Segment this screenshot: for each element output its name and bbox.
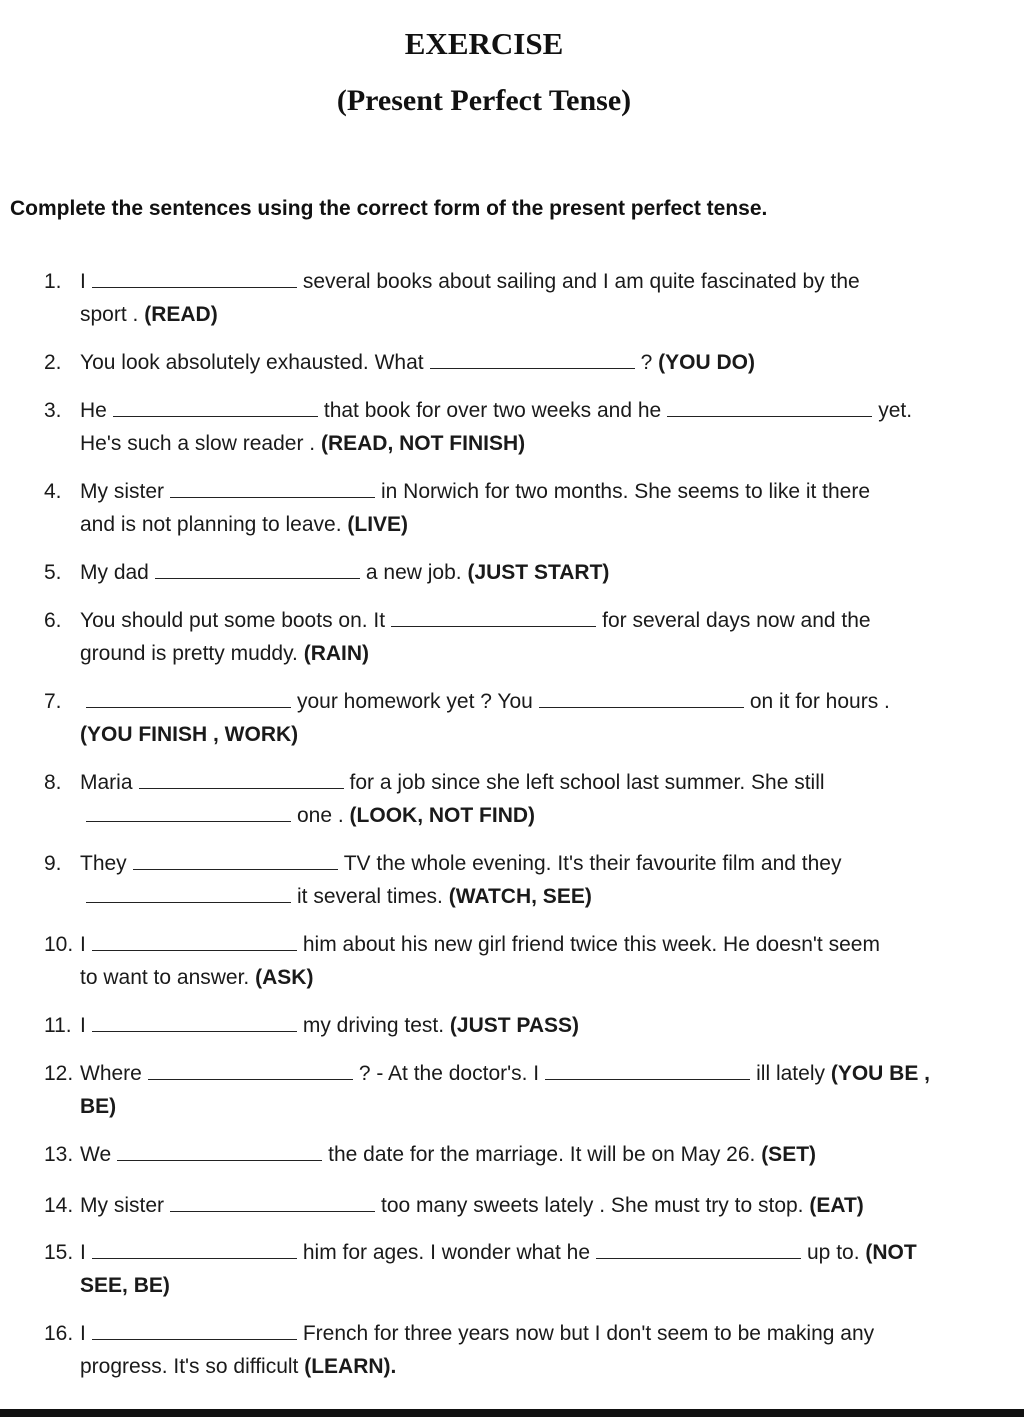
sentence-text: I xyxy=(80,933,86,956)
answer-blank[interactable] xyxy=(148,1059,353,1080)
sentence-text: up to. xyxy=(807,1241,866,1264)
sentence-text: I xyxy=(80,270,86,293)
sentence-text: and is not planning to leave. xyxy=(80,513,348,536)
sentence-text: My sister xyxy=(80,480,164,503)
sentence-text: too many sweets lately . She must try to stop. xyxy=(381,1194,810,1217)
verb-hint: BE) xyxy=(80,1095,117,1118)
sentence-text: I xyxy=(80,1322,86,1345)
item-line-2 xyxy=(80,1090,116,1123)
verb-hint: (LEARN). xyxy=(304,1355,397,1378)
item-line-1 xyxy=(80,1236,917,1269)
answer-blank[interactable] xyxy=(596,1238,801,1259)
answer-blank[interactable] xyxy=(92,930,297,951)
item-line-2 xyxy=(80,799,535,832)
item-number: 8. xyxy=(44,771,62,794)
verb-hint: (READ, NOT FINISH) xyxy=(320,432,526,455)
sentence-text: yet. xyxy=(878,399,913,422)
item-line-1 xyxy=(80,394,912,427)
item-line-1 xyxy=(80,847,841,880)
item-line-2 xyxy=(80,508,408,541)
answer-blank[interactable] xyxy=(92,267,297,288)
sentence-text: a new job. xyxy=(365,561,468,584)
sentence-text: your homework yet ? You xyxy=(297,690,533,713)
item-line-2 xyxy=(80,718,298,751)
exercise-title: EXERCISE xyxy=(404,26,564,61)
sentence-text: sport . xyxy=(80,303,145,326)
item-line-1 xyxy=(80,346,755,379)
verb-hint: (EAT) xyxy=(809,1194,864,1217)
item-line-2 xyxy=(80,637,369,670)
verb-hint: (LOOK, NOT FIND) xyxy=(349,804,536,827)
item-line-1 xyxy=(80,1057,930,1090)
sentence-text: ill lately xyxy=(756,1062,831,1085)
sentence-text: ? xyxy=(640,351,659,374)
sentence-text: ground is pretty muddy. xyxy=(80,642,304,665)
sentence-text: it several times. xyxy=(297,885,449,908)
answer-blank[interactable] xyxy=(133,849,338,870)
answer-blank[interactable] xyxy=(86,801,291,822)
answer-blank[interactable] xyxy=(86,687,291,708)
sentence-text: to want to answer. xyxy=(80,966,256,989)
item-line-1 xyxy=(80,1317,874,1350)
sentence-text: My dad xyxy=(80,561,149,584)
sentence-text: on it for hours . xyxy=(749,690,890,713)
item-number: 6. xyxy=(44,609,62,632)
item-number: 14. xyxy=(44,1194,74,1217)
sentence-text: TV the whole evening. It's their favourite film and they xyxy=(343,852,842,875)
sentence-text: We xyxy=(80,1143,112,1166)
answer-blank[interactable] xyxy=(117,1140,322,1161)
sentence-text: him for ages. I wonder what he xyxy=(302,1241,590,1264)
sentence-text: Where xyxy=(80,1062,142,1085)
item-number: 2. xyxy=(44,351,62,374)
sentence-text: ? - At the doctor's. I xyxy=(358,1062,540,1085)
answer-blank[interactable] xyxy=(92,1011,297,1032)
item-number: 11. xyxy=(44,1014,72,1037)
sentence-text: in Norwich for two months. She seems to like it there xyxy=(381,480,871,503)
answer-blank[interactable] xyxy=(170,477,375,498)
verb-hint: (YOU FINISH , WORK) xyxy=(80,723,299,746)
item-number: 7. xyxy=(44,690,62,713)
answer-blank[interactable] xyxy=(430,348,635,369)
item-line-1 xyxy=(80,265,860,298)
answer-blank[interactable] xyxy=(539,687,744,708)
exercise-subtitle: (Present Perfect Tense) xyxy=(336,84,632,117)
item-line-1 xyxy=(80,604,871,637)
sentence-text: several books about sailing and I am quite fascinated by the xyxy=(302,270,860,293)
verb-hint: (LIVE) xyxy=(347,513,409,536)
answer-blank[interactable] xyxy=(86,882,291,903)
item-line-2 xyxy=(80,427,525,460)
sentence-text: He xyxy=(80,399,107,422)
answer-blank[interactable] xyxy=(545,1059,750,1080)
answer-blank[interactable] xyxy=(139,768,344,789)
sentence-text: for several days now and the xyxy=(602,609,871,632)
item-line-1 xyxy=(80,685,890,718)
answer-blank[interactable] xyxy=(92,1319,297,1340)
answer-blank[interactable] xyxy=(155,558,360,579)
sentence-text: Maria xyxy=(80,771,133,794)
item-line-2 xyxy=(80,1350,396,1383)
item-number: 10. xyxy=(44,933,74,956)
verb-hint: SEE, BE) xyxy=(80,1274,170,1297)
bottom-rule xyxy=(0,1409,1024,1417)
item-number: 9. xyxy=(44,852,62,875)
sentence-text: my driving test. xyxy=(302,1014,450,1037)
sentence-text: that book for over two weeks and he xyxy=(323,399,662,422)
verb-hint: (YOU DO) xyxy=(658,351,755,374)
item-number: 15. xyxy=(44,1241,74,1264)
answer-blank[interactable] xyxy=(667,396,872,417)
sentence-text: I xyxy=(80,1014,86,1037)
sentence-text: He's such a slow reader . xyxy=(80,432,321,455)
item-line-1 xyxy=(80,766,825,799)
sentence-text: for a job since she left school last summer. She still xyxy=(349,771,825,794)
sentence-text: I xyxy=(80,1241,86,1264)
verb-hint: (NOT xyxy=(865,1241,917,1264)
sentence-text: They xyxy=(80,852,127,875)
item-line-1 xyxy=(80,475,870,508)
item-number: 5. xyxy=(44,561,62,584)
item-line-2 xyxy=(80,298,218,331)
sentence-text: one . xyxy=(297,804,350,827)
item-number: 16. xyxy=(44,1322,74,1345)
sentence-text: You should put some boots on. It xyxy=(80,609,386,632)
answer-blank[interactable] xyxy=(113,396,318,417)
item-line-2 xyxy=(80,961,313,994)
verb-hint: (SET) xyxy=(761,1143,817,1166)
answer-blank[interactable] xyxy=(170,1191,375,1212)
item-line-2 xyxy=(80,880,592,913)
sentence-text: French for three years now but I don't seem to be making any xyxy=(302,1322,875,1345)
verb-hint: (JUST START) xyxy=(467,561,610,584)
verb-hint: (JUST PASS) xyxy=(449,1014,580,1037)
item-number: 1. xyxy=(44,270,62,293)
instructions: Complete the sentences using the correct form of the present perfect tense. xyxy=(10,197,768,220)
sentence-text: him about his new girl friend twice this week. He doesn't seem xyxy=(302,933,880,956)
answer-blank[interactable] xyxy=(391,606,596,627)
item-line-1 xyxy=(80,556,609,589)
verb-hint: (YOU BE , xyxy=(830,1062,931,1085)
item-number: 13. xyxy=(44,1143,74,1166)
verb-hint: (RAIN) xyxy=(303,642,370,665)
answer-blank[interactable] xyxy=(92,1238,297,1259)
item-number: 3. xyxy=(44,399,62,422)
sentence-text: You look absolutely exhausted. What xyxy=(80,351,424,374)
item-line-1 xyxy=(80,1009,579,1042)
verb-hint: (ASK) xyxy=(255,966,314,989)
item-number: 12. xyxy=(44,1062,74,1085)
item-line-1 xyxy=(80,1189,864,1222)
verb-hint: (WATCH, SEE) xyxy=(448,885,592,908)
verb-hint: (READ) xyxy=(144,303,218,326)
sentence-text: My sister xyxy=(80,1194,164,1217)
item-line-1 xyxy=(80,928,880,961)
item-line-1 xyxy=(80,1138,816,1171)
sentence-text: progress. It's so difficult xyxy=(80,1355,305,1378)
sentence-text: the date for the marriage. It will be on May 26. xyxy=(328,1143,762,1166)
item-number: 4. xyxy=(44,480,62,503)
item-line-2 xyxy=(80,1269,170,1302)
